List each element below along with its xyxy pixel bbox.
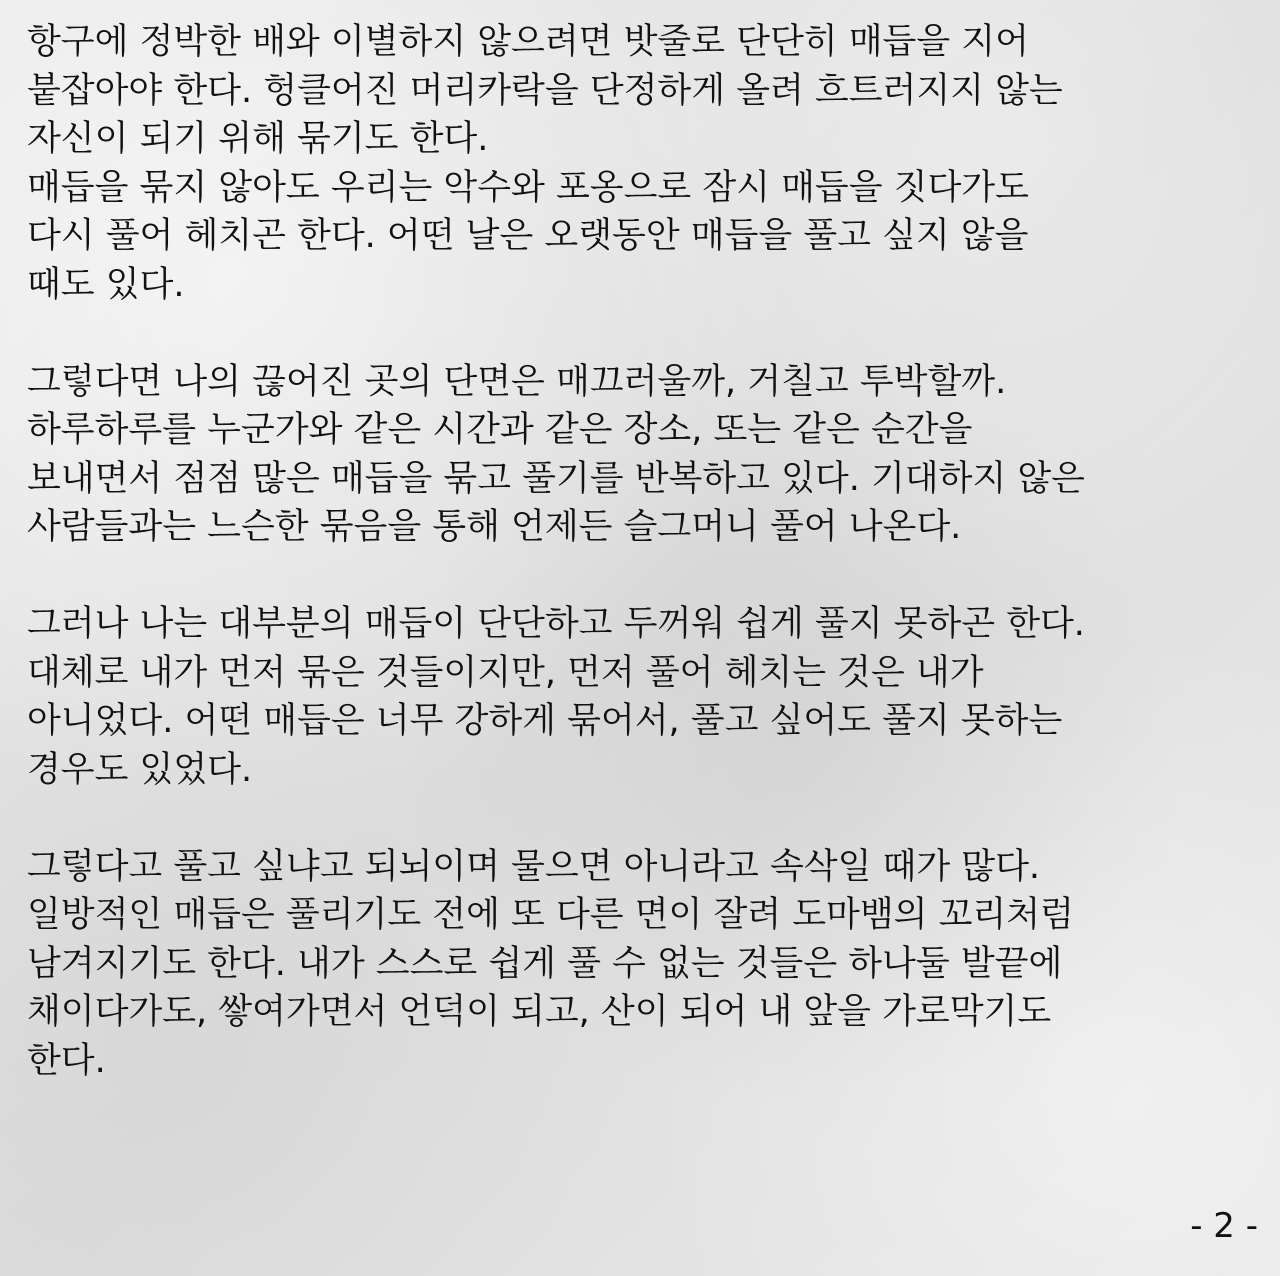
paragraph-4 bbox=[27, 843, 1262, 1086]
text-line: 항구에 정박한 배와 이별하지 않으려면 밧줄로 단단히 매듭을 지어 bbox=[27, 22, 1029, 62]
text-line: 일방적인 매듭은 풀리기도 전에 또 다른 면이 잘려 도마뱀의 꼬리처럼 bbox=[27, 895, 1074, 935]
text-line: 그렇다면 나의 끊어진 곳의 단면은 매끄러울까, 거칠고 투박할까. bbox=[27, 361, 1007, 402]
paragraph-2 bbox=[27, 358, 1262, 552]
text-line: 자신이 되기 위해 묶기도 한다. bbox=[27, 119, 489, 159]
text-line: 붙잡아야 한다. 헝클어진 머리카락을 단정하게 올려 흐트러지지 않는 bbox=[27, 70, 1063, 111]
text-line: 그렇다고 풀고 싶냐고 되뇌이며 물으면 아니라고 속삭일 때가 많다. bbox=[27, 846, 1041, 887]
text-line: 아니었다. 어떤 매듭은 너무 강하게 묶어서, 풀고 싶어도 풀지 못하는 bbox=[27, 701, 1063, 741]
text-line: 한다. bbox=[27, 1040, 106, 1081]
text-line: 보내면서 점점 많은 매듭을 묶고 풀기를 반복하고 있다. 기대하지 않은 bbox=[27, 458, 1085, 499]
paragraph-3 bbox=[27, 600, 1262, 794]
text-line: 때도 있다. bbox=[27, 264, 185, 305]
text-line: 채이다가도, 쌓여가면서 언덕이 되고, 산이 되어 내 앞을 가로막기도 bbox=[27, 992, 1052, 1032]
essay-text bbox=[27, 18, 1262, 1085]
text-line: 경우도 있었다. bbox=[27, 749, 253, 790]
page-number: - 2 - bbox=[1190, 1206, 1258, 1246]
text-line: 매듭을 묶지 않아도 우리는 악수와 포옹으로 잠시 매듭을 짓다가도 bbox=[27, 167, 1029, 208]
text-line: 그러나 나는 대부분의 매듭이 단단하고 두꺼워 쉽게 풀지 못하곤 한다. bbox=[27, 604, 1085, 644]
text-line: 남겨지기도 한다. 내가 스스로 쉽게 풀 수 없는 것들은 하나둘 발끝에 bbox=[27, 943, 1063, 984]
paragraph-1 bbox=[27, 18, 1262, 309]
text-line: 사람들과는 느슨한 묶음을 통해 언제든 슬그머니 풀어 나온다. bbox=[27, 507, 962, 547]
text-line: 하루하루를 누군가와 같은 시간과 같은 장소, 또는 같은 순간을 bbox=[27, 410, 973, 450]
text-line: 대체로 내가 먼저 묶은 것들이지만, 먼저 풀어 헤치는 것은 내가 bbox=[27, 652, 984, 693]
text-line: 다시 풀어 헤치곤 한다. 어떤 날은 오랫동안 매듭을 풀고 싶지 않을 bbox=[27, 216, 1029, 256]
